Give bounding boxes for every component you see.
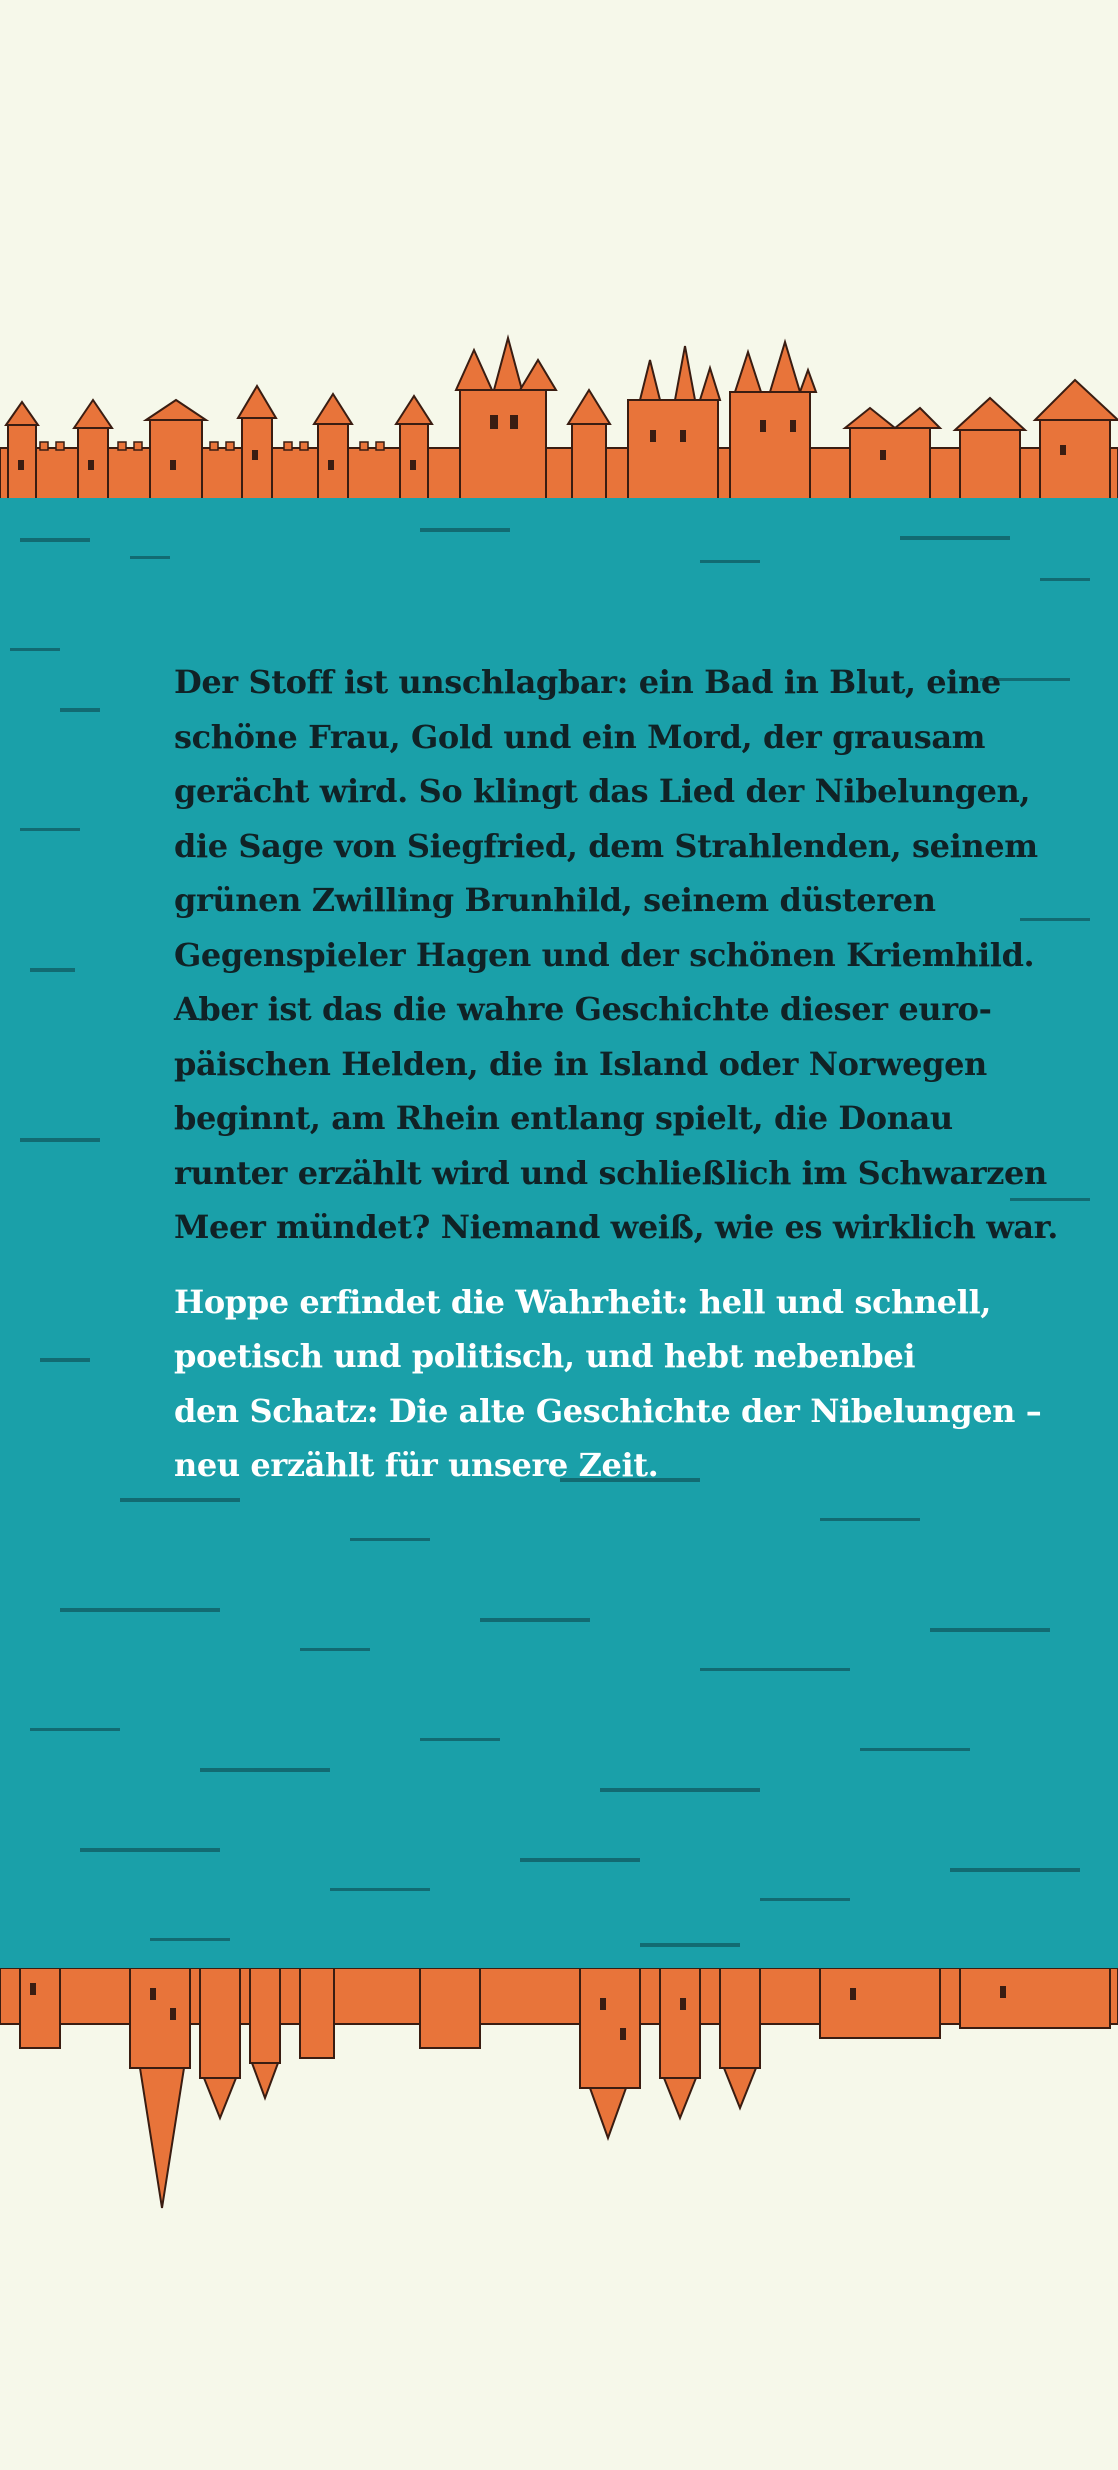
blurb-line: Meer mündet? Niemand weiß, wie es wirklich war. (174, 1208, 1058, 1246)
blurb-line: poetisch und politisch, und hebt nebenbei (174, 1337, 916, 1375)
blurb-paragraph-2 (174, 1275, 1044, 1493)
blurb-line: Aber ist das die wahre Geschichte dieser euro- (174, 990, 992, 1028)
blurb-line: den Schatz: Die alte Geschichte der Nibelungen – (174, 1391, 1042, 1430)
blurb-line: gerächt wird. So klingt das Lied der Nibelungen, (174, 772, 1031, 810)
blurb-line: päischen Helden, die in Island oder Norwegen (174, 1044, 987, 1083)
blurb-line: die Sage von Siegfried, dem Strahlenden, seinem (174, 826, 1038, 865)
blurb-line: schöne Frau, Gold und ein Mord, der grausam (174, 717, 986, 756)
city-reflection-illustration (0, 1968, 1118, 2218)
blurb-text (174, 655, 1058, 1493)
blurb-line: grünen Zwilling Brunhild, seinem düsteren (174, 881, 936, 919)
blurb-line: Hoppe erfindet die Wahrheit: hell und schnell, (174, 1282, 992, 1321)
city-skyline-illustration (0, 320, 1118, 500)
blurb-line: Gegenspieler Hagen und der schönen Kriemhild. (174, 935, 1035, 974)
blurb-line: beginnt, am Rhein entlang spielt, die Donau (174, 1099, 953, 1137)
blurb-line: neu erzählt für unsere Zeit. (174, 1446, 659, 1484)
blurb-line: Der Stoff ist unschlagbar: ein Bad in Blut, eine (174, 663, 1001, 701)
blurb-line: runter erzählt wird und schließlich im Schwarzen (174, 1153, 1047, 1192)
blurb-paragraph-1 (174, 655, 1058, 1255)
